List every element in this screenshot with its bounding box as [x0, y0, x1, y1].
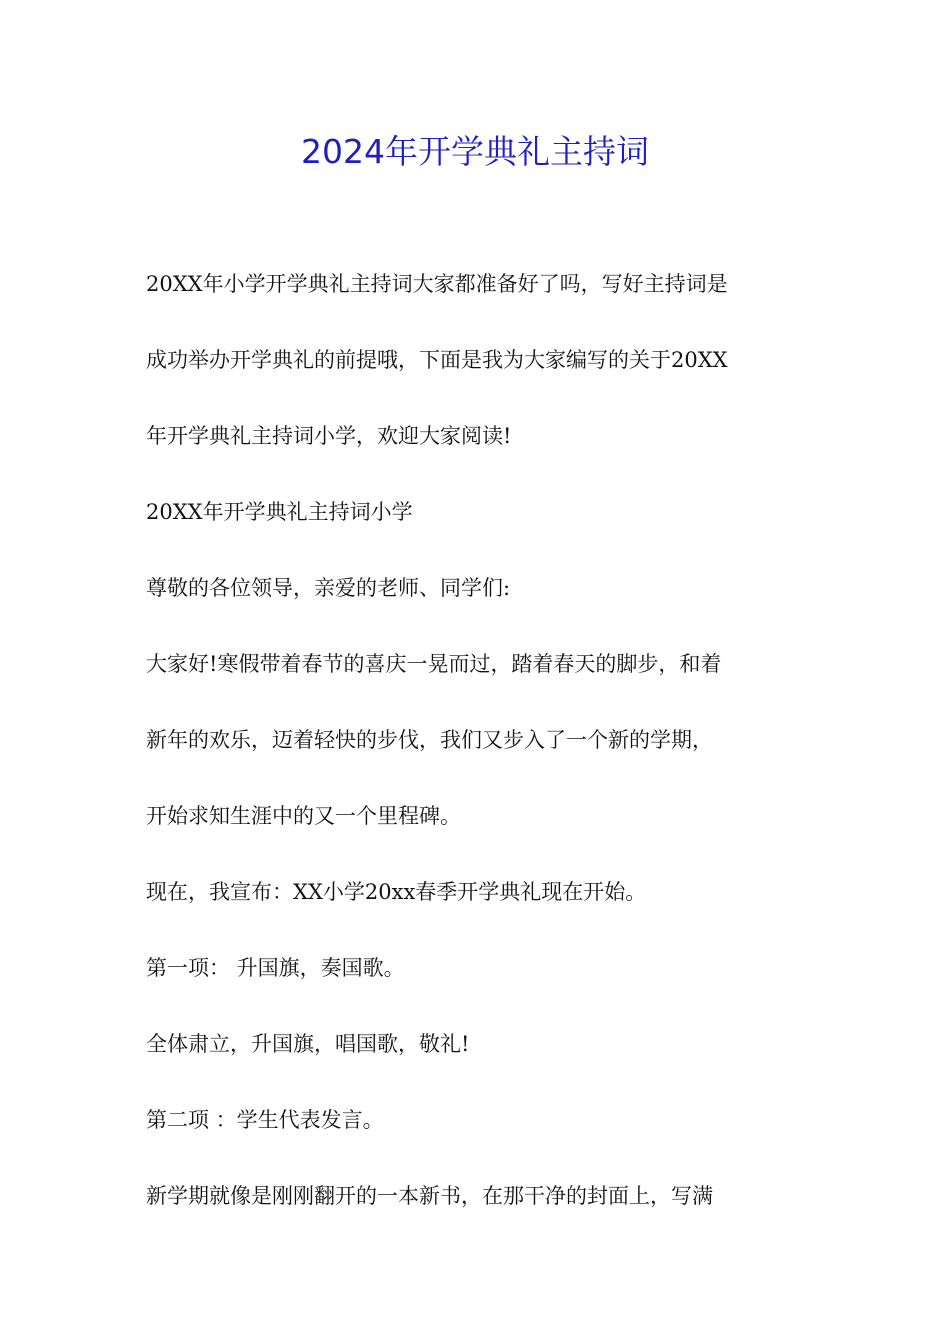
text-line: 开始求知生涯中的又一个里程碑。: [146, 804, 461, 828]
text-line: 20XX年开学典礼主持词小学: [146, 500, 413, 524]
text-line: 第二项 ：学生代表发言。: [146, 1108, 384, 1132]
document-title: 2024年开学典礼主持词: [301, 132, 649, 171]
text-line: 尊敬的各位领导，亲爱的老师、同学们:: [146, 576, 511, 600]
text-line: 20XX年小学开学典礼主持词大家都准备好了吗，写好主持词是: [146, 272, 728, 296]
text-line: 第一项： 升国旗，奏国歌。: [146, 956, 405, 980]
text-line: 年开学典礼主持词小学，欢迎大家阅读!: [146, 424, 512, 448]
text-line: 新学期就像是刚刚翻开的一本新书，在那干净的封面上，写满: [146, 1184, 713, 1208]
text-line: 成功举办开学典礼的前提哦，下面是我为大家编写的关于20XX: [146, 348, 728, 372]
text-line: 现在，我宣布：XX小学20xx春季开学典礼现在开始。: [146, 880, 647, 904]
text-line: 全体肃立，升国旗，唱国歌，敬礼!: [146, 1032, 470, 1056]
text-line: 新年的欢乐，迈着轻快的步伐，我们又步入了一个新的学期，: [146, 728, 713, 752]
text-line: 大家好!寒假带着春节的喜庆一晃而过，踏着春天的脚步，和着: [146, 652, 722, 676]
